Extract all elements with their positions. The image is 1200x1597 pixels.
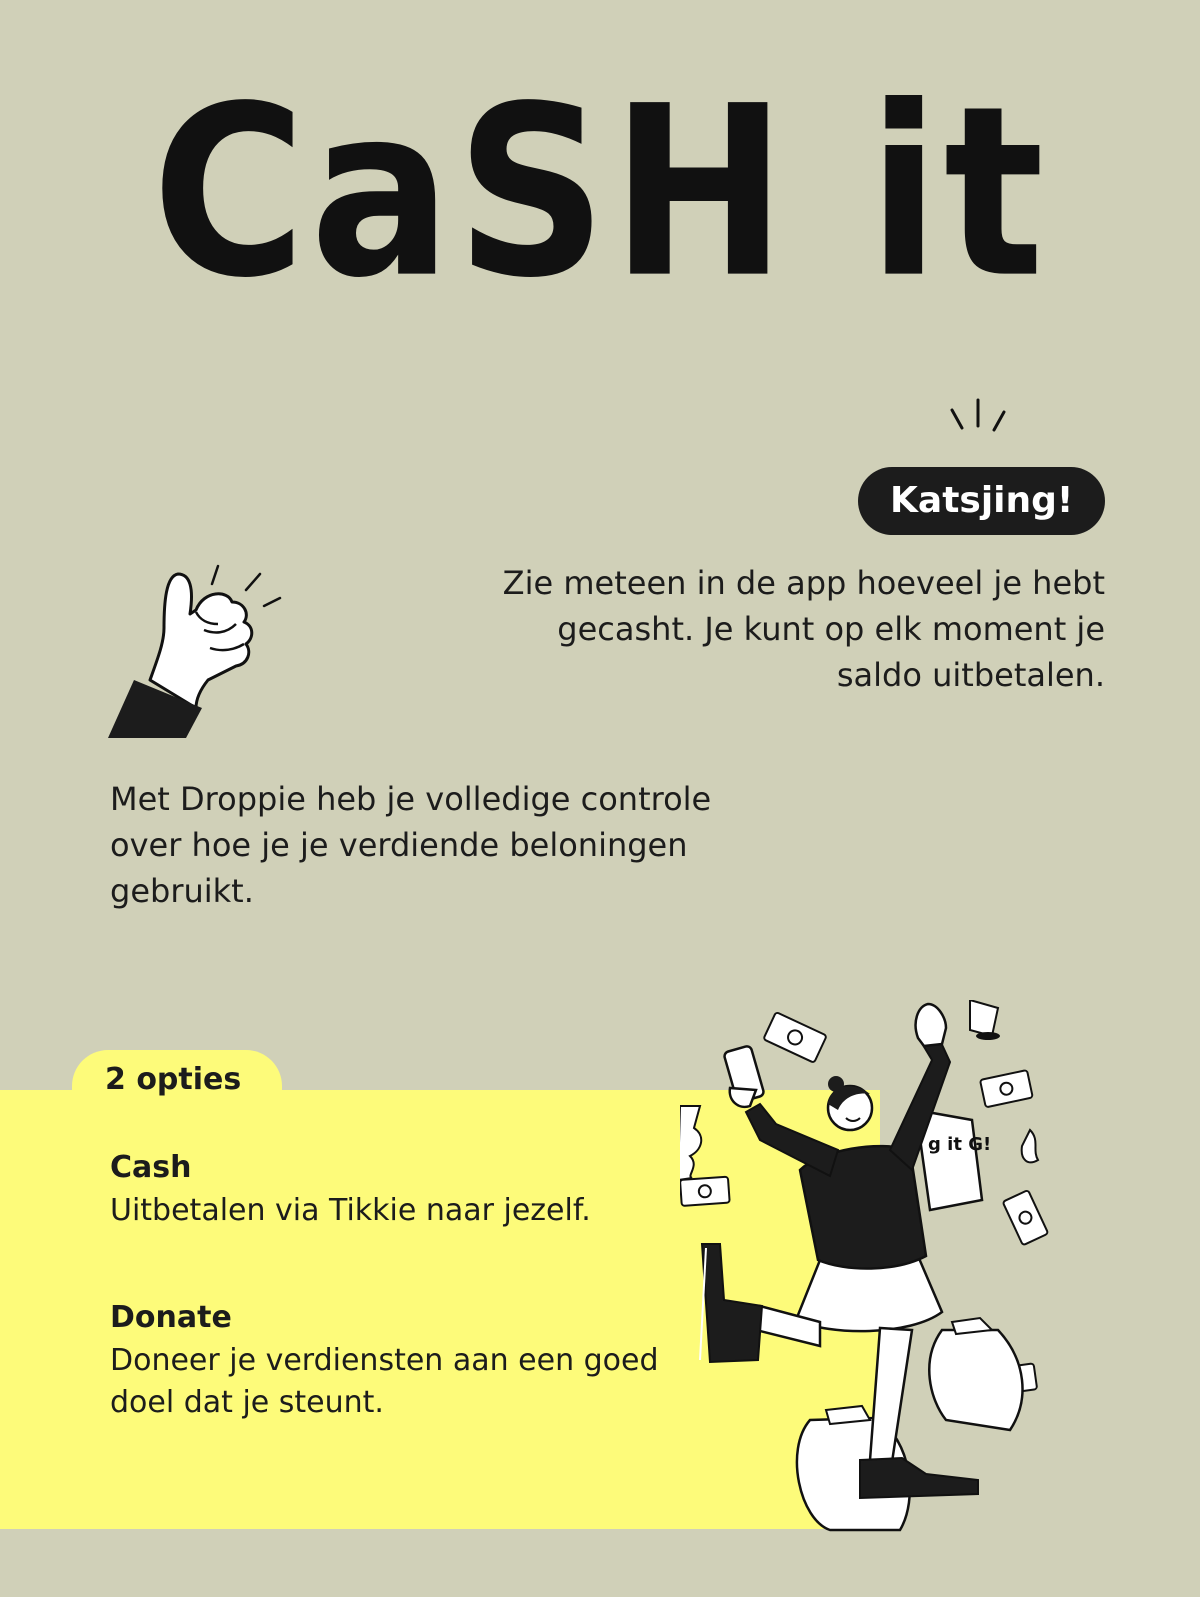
celebrating-woman-illustration (680, 1000, 1100, 1540)
cash-bill-icon (1003, 1190, 1049, 1245)
tote-bag-text: g it G! (928, 1134, 992, 1155)
cash-bill-icon (980, 1070, 1033, 1107)
intro-right-text: Zie meteen in de app hoeveel je hebt gecasht. Je kunt op elk moment je saldo uitbetalen. (502, 564, 1105, 694)
katsjing-badge: Katsjing! (858, 467, 1105, 535)
option-cash-title: Cash (110, 1150, 192, 1185)
sparkle-lines-icon (948, 398, 1018, 438)
option-donate-title: Donate (110, 1300, 232, 1335)
cash-bill-icon (680, 1177, 730, 1206)
intro-left-text: Met Droppie heb je volledige controle over hoe je je verdiende beloningen gebruikt. (110, 780, 712, 910)
thumbs-up-hand-icon (104, 562, 294, 752)
options-tab-label: 2 opties (105, 1062, 242, 1097)
option-cash-description: Uitbetalen via Tikkie naar jezelf. (110, 1193, 591, 1228)
cash-bill-icon (763, 1012, 826, 1063)
option-donate-description: Doneer je verdiensten aan een goed doel dat je steunt. (110, 1343, 659, 1420)
page-title: CaSH it (151, 55, 1049, 330)
